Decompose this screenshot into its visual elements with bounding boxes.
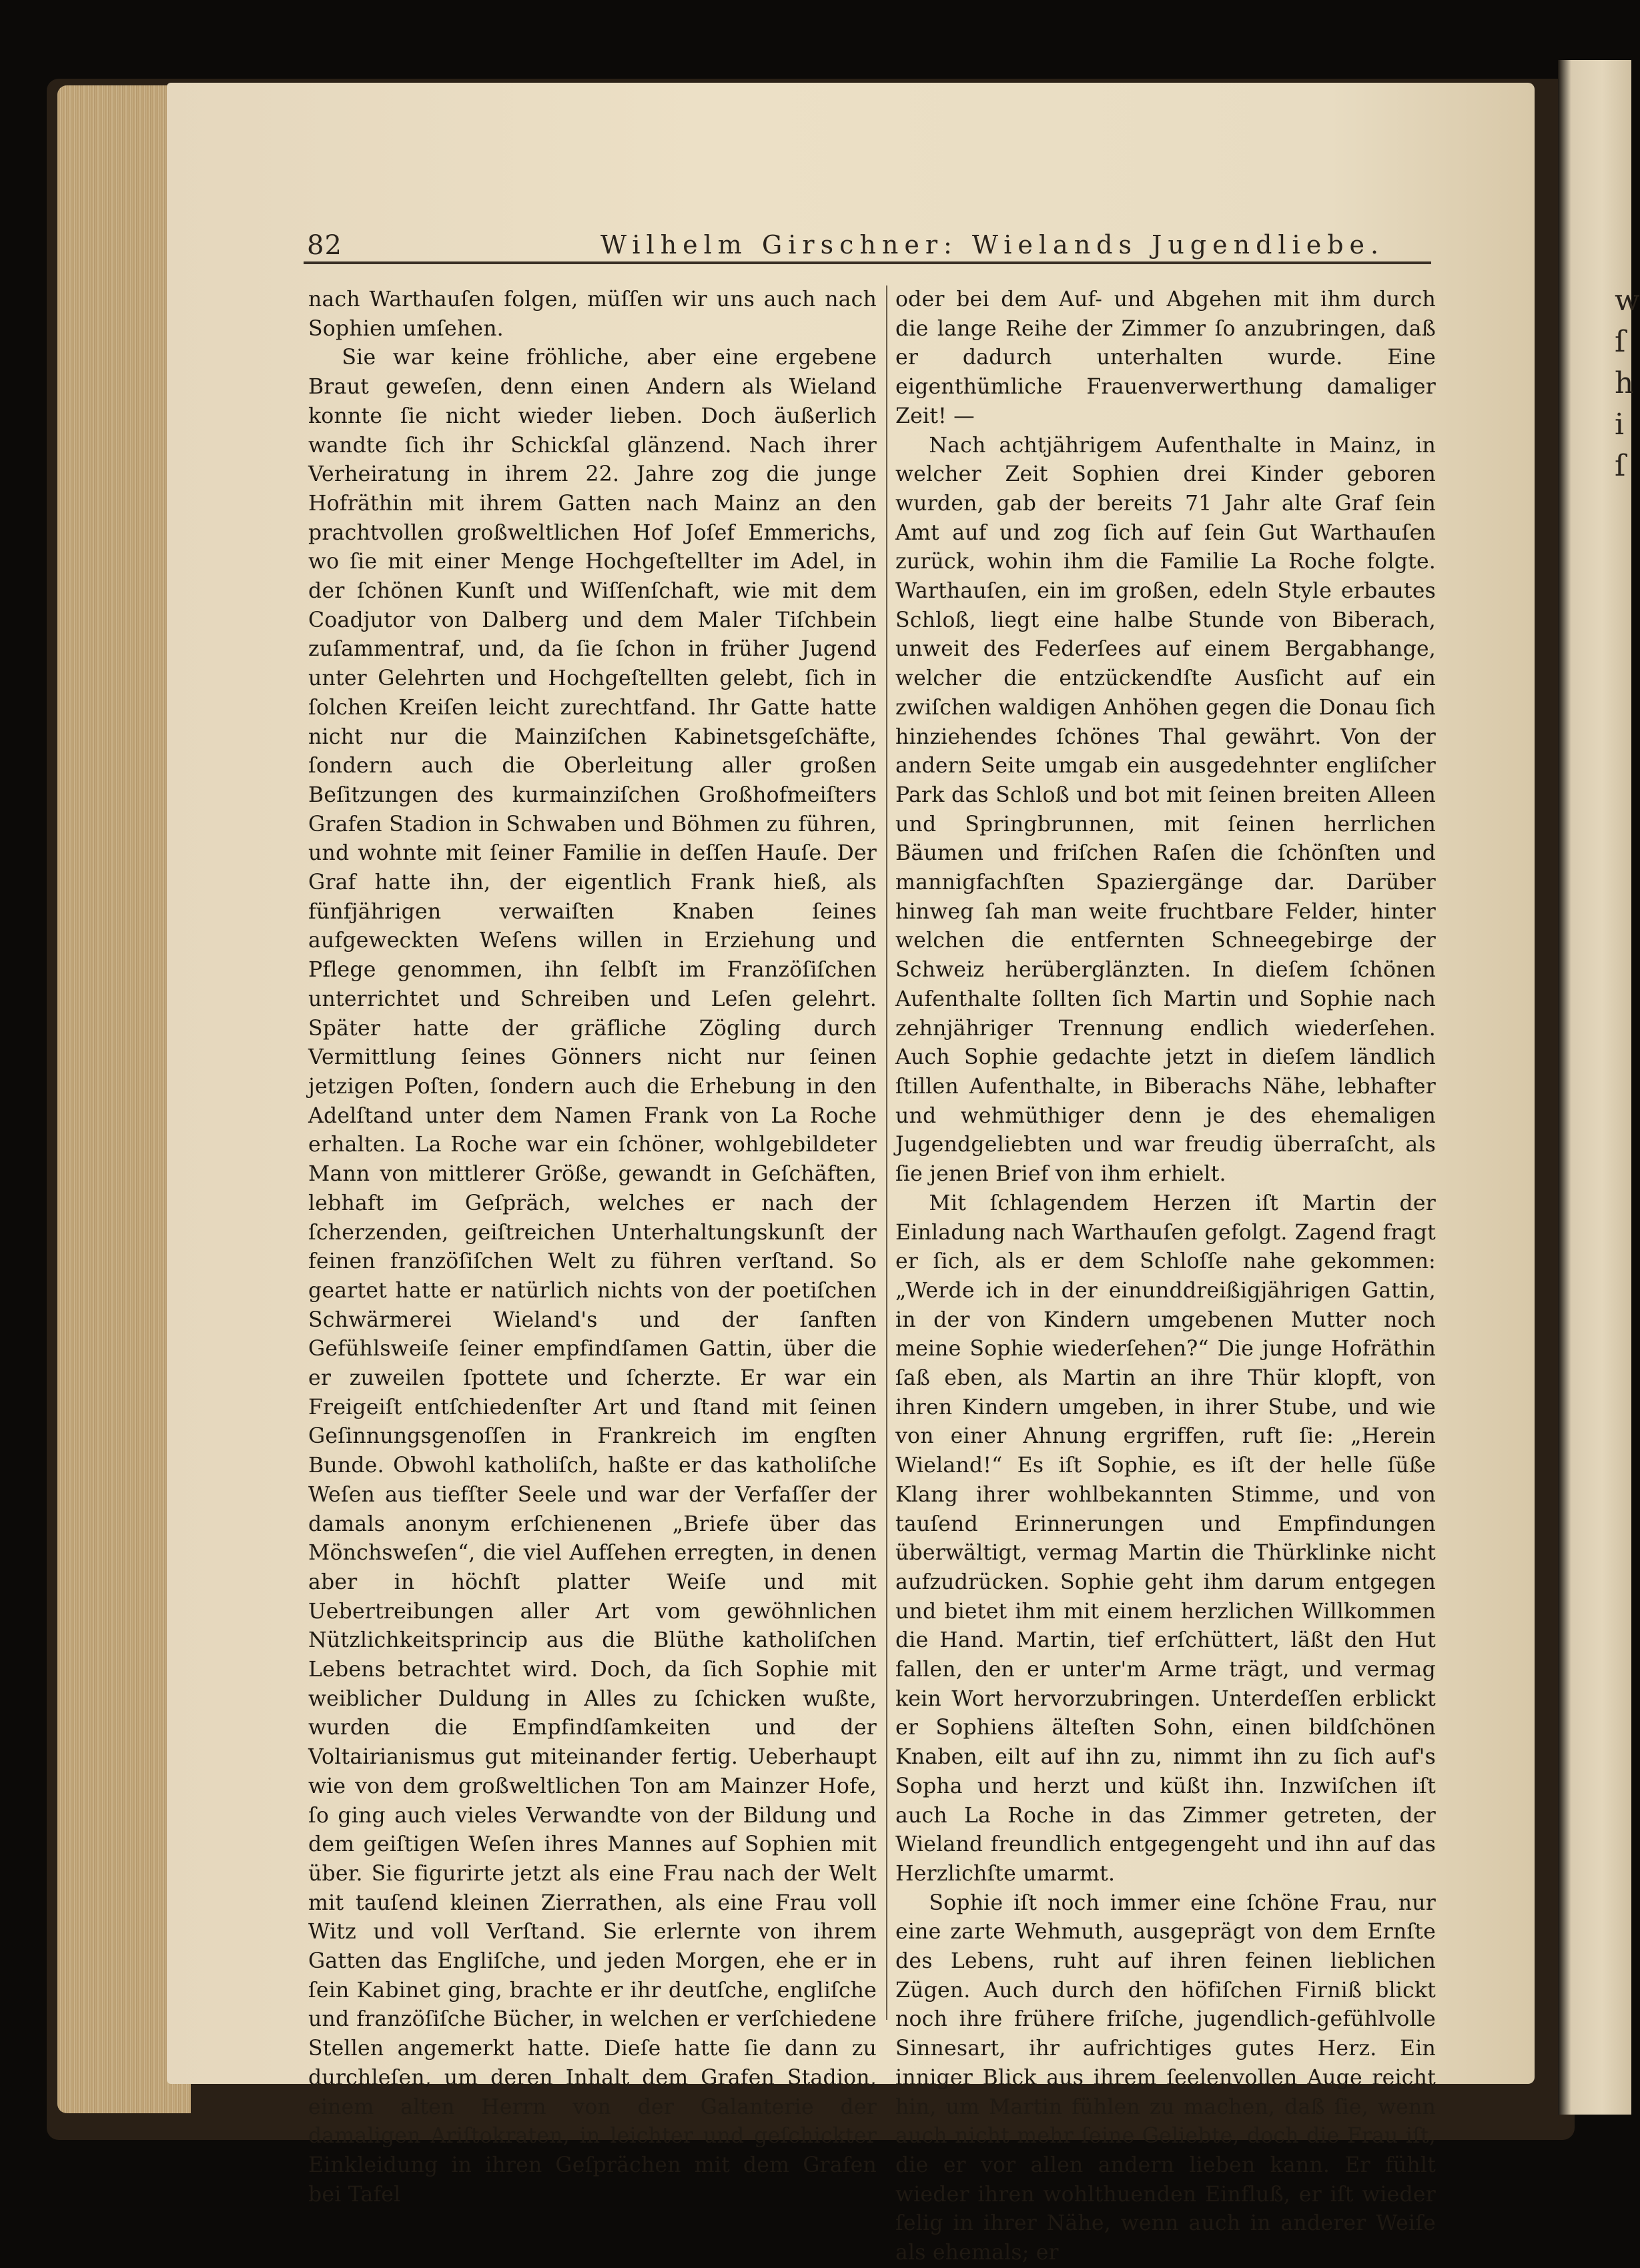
header-rule [304, 261, 1431, 264]
paragraph: Sie war keine fröhliche, aber eine ergebene Braut geweſen, denn einen Andern als Wieland konnte ſie nicht wieder lieben. Doch äußerlich wandte ſich ihr Schickſal glänzend. Nach ihrer Verheiratung in ihrem 22. Jahre zog die junge Hofräthin mit ihrem Gatten nach Mainz an den prachtvollen großweltlichen Hof Joſef Emmerichs, wo ſie mit einer Menge Hochgeſtellter im Adel, in der ſchönen Kunſt und Wiſſenſchaft, wie mit dem Coadjutor von Dalberg und dem Maler Tiſchbein zuſammentraf, und, da ſie ſchon in früher Jugend unter Gelehrten und Hochgeſtellten gelebt, ſich in ſolchen Kreiſen leicht zurechtfand. Ihr Gatte hatte nicht nur die Mainziſchen Kabinetsgeſchäfte, ſondern auch die Oberleitung aller großen Beſitzungen des kurmainziſchen Großhofmeiſters Grafen Stadion in Schwaben und Böhmen zu führen, und wohnte mit ſeiner Familie in deſſen Hauſe. Der Graf hatte ihn, der eigentlich Frank hieß, als fünfjährigen verwaiſten Knaben ſeines aufgeweckten Weſens willen in Erziehung und Pflege genommen, ihn ſelbſt im Franzöſiſchen unterrichtet und Schreiben und Leſen gelehrt. Später hatte der gräfliche Zögling durch Vermittlung ſeines Gönners nicht nur ſeinen jetzigen Poſten, ſondern auch die Erhebung in den Adelſtand unter dem Namen Frank von La Roche erhalten. La Roche war ein ſchöner, wohlgebildeter Mann von mittlerer Größe, gewandt in Geſchäften, lebhaft im Geſpräch, welches er nach der ſcherzenden, geiſtreichen Unterhaltungskunſt der feinen franzöſiſchen Welt zu führen verſtand. So geartet hatte er natürlich nichts von der poetiſchen Schwärmerei Wieland's und der ſanften Gefühlsweiſe ſeiner empfindſamen Gattin, über die er zuweilen ſpottete und ſcherzte. Er war ein Freigeiſt entſchiedenſter Art und ſtand mit ſeinen Geſinnungsgenoſſen in Frankreich im engſten Bunde. Obwohl katholiſch, haßte er das katholiſche Weſen aus tiefſter Seele und war der Verfaſſer der damals anonym erſchienenen „Briefe über das Mönchsweſen“, die viel Aufſehen erregten, in denen aber in höchſt platter Weiſe und mit Uebertreibungen aller Art vom gewöhnlichen Nützlichkeitsprincip aus die Blüthe katholiſchen Lebens betrachtet wird. Doch, da ſich Sophie mit weiblicher Duldung in Alles zu ſchicken wußte, wurden die Empfindſamkeiten und der Voltairianismus gut miteinander fertig. Ueberhaupt wie von dem großweltlichen Ton am Mainzer Hofe, ſo ging auch vieles Verwandte von der Bildung und dem geiſtigen Weſen ihres Mannes auf Sophien mit über. Sie figurirte jetzt als eine Frau nach der Welt mit tauſend kleinen Zierrathen, als eine Frau voll Witz und voll Verſtand. Sie erlernte von ihrem Gatten das Engliſche, und jeden Morgen, ehe er in ſein Kabinet ging, brachte er ihr deutſche, engliſche und franzöſiſche Bücher, in welchen er verſchiedene Stellen angemerkt hatte. Dieſe hatte ſie dann zu durchleſen, um deren Inhalt dem Grafen Stadion, einem alten Herrn von der Galanterie der damaligen Ariſtokraten, in leichter und geſchickter Einkleidung in ihren Geſprächen mit dem Grafen bei Tafel [308, 346, 877, 2207]
running-title: Wilhelm Girschner: Wielands Jugendliebe. [600, 230, 1385, 259]
paragraph: Mit ſchlagendem Herzen iſt Martin der Einladung nach Warthauſen gefolgt. Zagend fragt er ſich, als er dem Schloſſe nahe gekommen: „Werde ich in der einunddreißigjährigen Gattin, in der von Kindern umgebenen Mutter noch meine Sophie wiederſehen?“ Die junge Hofräthin ſaß eben, als Martin an ihre Thür klopft, von ihren Kindern umgeben, in ihrer Stube, und wie von einer Ahnung ergriffen, ruft ſie: „Herein Wieland!“ Es iſt Sophie, es iſt der helle ſüße Klang ihrer wohlbekannten Stimme, und von tauſend Erinnerungen und Empfindungen überwältigt, vermag Martin die Thürklinke nicht aufzudrücken. Sophie geht ihm darum entgegen und bietet ihm mit einem herzlichen Willkommen die Hand. Martin, tief erſchüttert, läßt den Hut fallen, den er unter'm Arme trägt, und vermag kein Wort hervorzubringen. Unterdeſſen erblickt er Sophiens älteſten Sohn, einen bildſchönen Knaben, eilt auf ihn zu, nimmt ihn zu ſich auf's Sopha und herzt und küßt ihn. Inzwiſchen iſt auch La Roche in das Zimmer getreten, der Wieland freundlich entgegengeht und ihn auf das Herzlichſte umarmt. [895, 1191, 1436, 1886]
paragraph: Nach achtjährigem Aufenthalte in Mainz, in welcher Zeit Sophien drei Kinder geboren wurden, gab der bereits 71 Jahr alte Graf ſein Amt auf und zog ſich auf ſein Gut Warthauſen zurück, wohin ihm die Familie La Roche folgte. Warthauſen, ein im großen, edeln Style erbautes Schloß, liegt eine halbe Stunde von Biberach, unweit des Federſees auf einem Bergabhange, welcher die entzückendſte Ausſicht auf ein zwiſchen waldigen Anhöhen gegen die Donau ſich hinziehendes ſchönes Thal gewährt. Von der andern Seite umgab ein ausgedehnter engliſcher Park das Schloß und bot mit ſeinen breiten Alleen und Springbrunnen, mit ſeinen herrlichen Bäumen und friſchen Raſen die ſchönſten und mannigfachſten Spaziergänge dar. Darüber hinweg ſah man weite fruchtbare Felder, hinter welchen die entfernten Schneegebirge der Schweiz herüberglänzten. In dieſem ſchönen Aufenthalte ſollten ſich Martin und Sophie nach zehnjähriger Trennung endlich wiederſehen. Auch Sophie gedachte jetzt in dieſem ländlich ſtillen Aufenthalte, in Biberachs Nähe, lebhafter und wehmüthiger denn je des ehemaligen Jugendgeliebten und war freudig überraſcht, als ſie jenen Brief von ihm erhielt. [895, 433, 1436, 1187]
column-divider [886, 286, 887, 2020]
page-number: 82 [307, 230, 342, 261]
left-column [308, 286, 877, 2209]
paragraph: Sophie iſt noch immer eine ſchöne Frau, nur eine zarte Wehmuth, ausgeprägt von dem Ernſte des Lebens, ruht auf ihren feinen lieblichen Zügen. Auch durch den höfiſchen Firniß blickt noch ihre frühere friſche, jugendlich-gefühlvolle Sinnesart, ihr aufrichtiges gutes Herz. Ein inniger Blick aus ihrem ſeelenvollen Auge reicht hin, um Martin fühlen zu machen, daß ſie, wenn auch nicht mehr ſeine Geliebte, doch die Frau iſt, die er vor allen andern lieben kann. Er fühlt wieder ihren wohlthuenden Einfluß, er iſt wieder ſelig in ihrer Nähe, wenn auch in anderer Weiſe als ehemals; er [895, 1890, 1436, 2265]
page-header [307, 230, 1428, 265]
right-column [895, 286, 1436, 2268]
paragraph: oder bei dem Auf- und Abgehen mit ihm durch die lange Reihe der Zimmer ſo anzubringen, daß er dadurch unterhalten wurde. Eine eigenthümliche Frauenverwerthung damaliger Zeit! — [895, 288, 1436, 428]
paragraph: nach Warthauſen folgen, müſſen wir uns auch nach Sophien umſehen. [308, 288, 877, 341]
facing-page-text: w ſ h i ſ [1615, 284, 1640, 483]
